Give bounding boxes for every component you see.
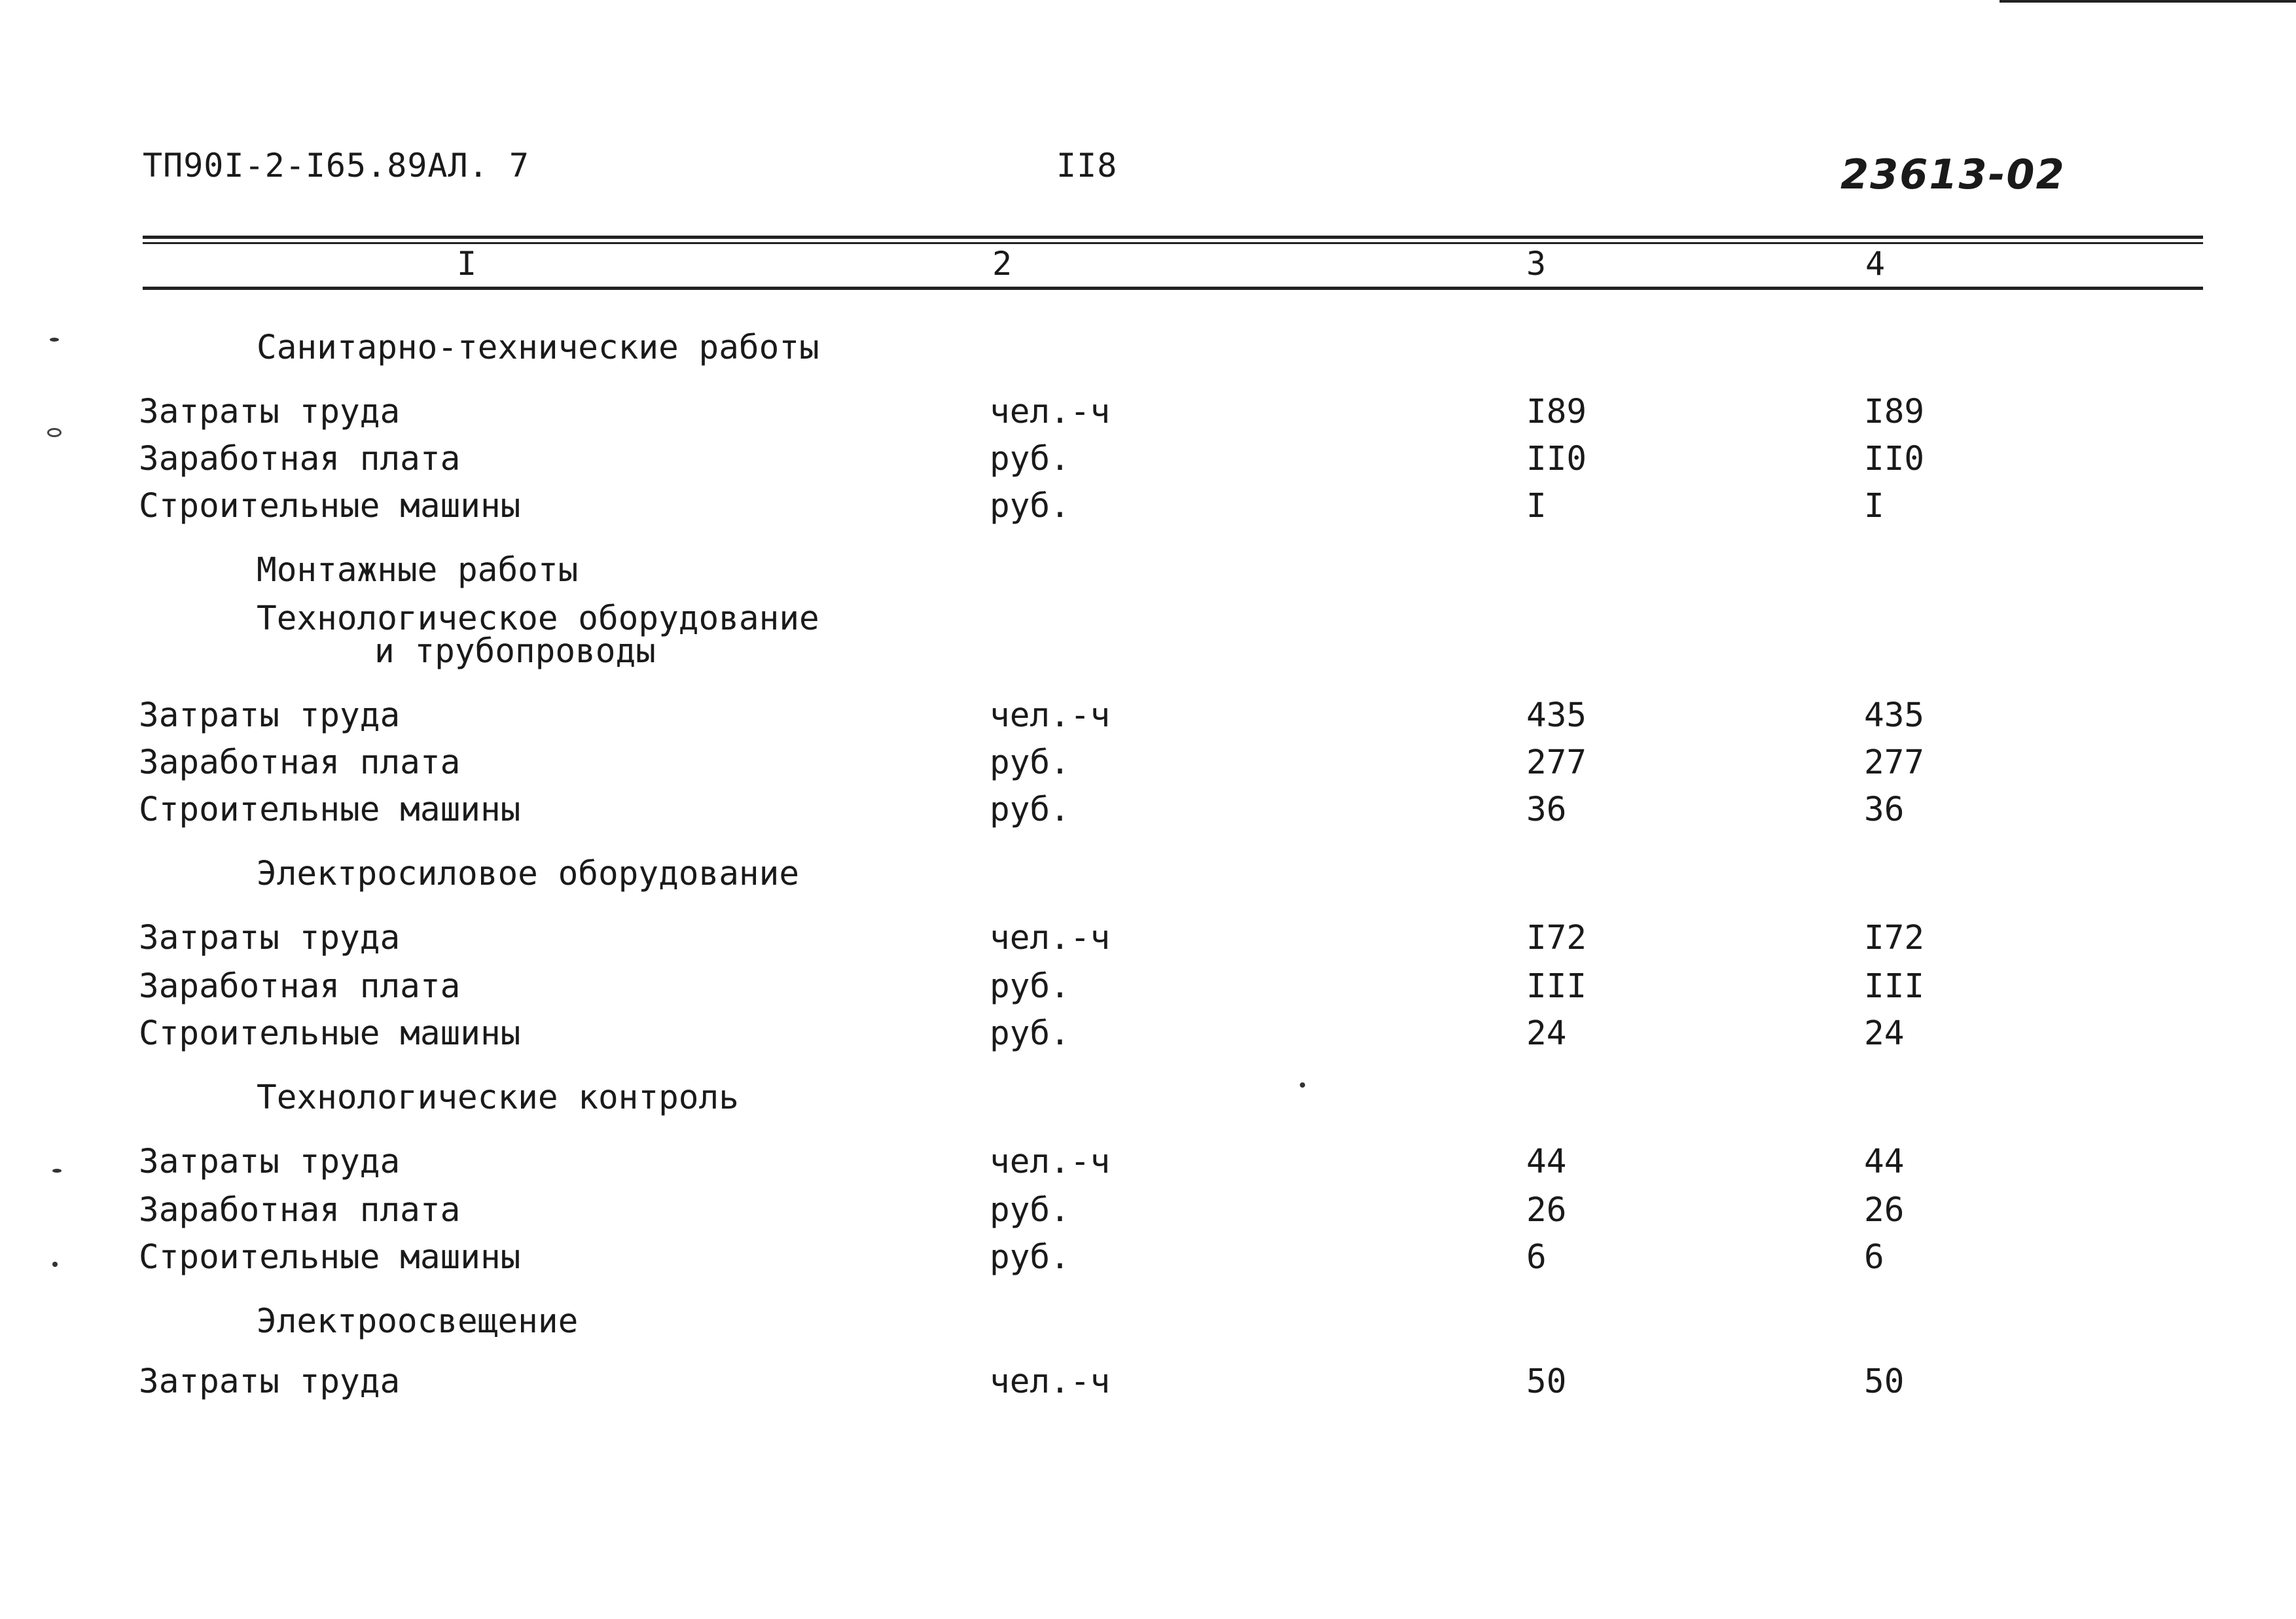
row-unit: чел.-ч <box>990 1362 1111 1401</box>
row-name: Заработная плата <box>139 440 461 478</box>
section-title: Технологические контроль <box>257 1078 739 1117</box>
row-name: Строительные машины <box>139 791 521 829</box>
handwritten-stamp-number: 23613-02 <box>1840 151 2066 198</box>
row-value-col4: II0 <box>1864 440 1925 478</box>
row-value-col3: 26 <box>1526 1191 1567 1230</box>
row-unit: чел.-ч <box>990 393 1111 431</box>
row-value-col3: 6 <box>1526 1238 1547 1277</box>
row-value-col3: 50 <box>1526 1362 1567 1401</box>
section-title: Монтажные работы <box>257 551 579 590</box>
row-unit: руб. <box>990 487 1070 525</box>
row-value-col3: 44 <box>1526 1143 1567 1181</box>
row-name: Затраты труда <box>139 393 401 431</box>
row-unit: чел.-ч <box>990 919 1111 957</box>
column-number-2: 2 <box>992 245 1013 283</box>
row-unit: руб. <box>990 743 1070 782</box>
row-name: Заработная плата <box>139 967 461 1006</box>
row-unit: руб. <box>990 967 1070 1006</box>
row-name: Заработная плата <box>139 743 461 782</box>
row-value-col3: III <box>1526 967 1587 1006</box>
row-name: Заработная плата <box>139 1191 461 1230</box>
row-value-col3: 435 <box>1526 696 1587 735</box>
row-unit: руб. <box>990 1238 1070 1277</box>
scan-speck <box>52 1262 58 1267</box>
row-name: Затраты труда <box>139 919 401 957</box>
row-value-col3: 277 <box>1526 743 1587 782</box>
row-name: Строительные машины <box>139 487 521 525</box>
row-value-col3: II0 <box>1526 440 1587 478</box>
scan-speck <box>52 1169 62 1173</box>
row-value-col4: 36 <box>1864 791 1905 829</box>
row-value-col4: 435 <box>1864 696 1925 735</box>
section-title: Электросиловое оборудование <box>257 855 800 893</box>
table-top-rule-inner <box>143 242 2203 244</box>
row-value-col3: I <box>1526 487 1547 525</box>
row-name: Затраты труда <box>139 696 401 735</box>
column-number-1: I <box>457 245 477 283</box>
top-edge-rule <box>2000 0 2296 3</box>
column-number-3: 3 <box>1526 245 1547 283</box>
scan-speck <box>47 428 62 437</box>
row-name: Строительные машины <box>139 1238 521 1277</box>
row-unit: чел.-ч <box>990 1143 1111 1181</box>
row-name: Строительные машины <box>139 1014 521 1053</box>
row-value-col3: 36 <box>1526 791 1567 829</box>
row-unit: руб. <box>990 440 1070 478</box>
row-unit: руб. <box>990 791 1070 829</box>
row-value-col4: 277 <box>1864 743 1925 782</box>
row-value-col3: 24 <box>1526 1014 1567 1053</box>
column-header-rule <box>143 287 2203 290</box>
row-value-col4: 50 <box>1864 1362 1905 1401</box>
row-value-col4: 26 <box>1864 1191 1905 1230</box>
row-value-col4: I89 <box>1864 393 1925 431</box>
row-value-col4: III <box>1864 967 1925 1006</box>
row-value-col4: 6 <box>1864 1238 1884 1277</box>
section-subtitle-continued: и трубопроводы <box>374 632 656 671</box>
row-value-col4: I72 <box>1864 919 1925 957</box>
row-unit: чел.-ч <box>990 696 1111 735</box>
row-name: Затраты труда <box>139 1362 401 1401</box>
scan-speck <box>50 338 59 342</box>
row-unit: руб. <box>990 1191 1070 1230</box>
section-subtitle: Технологическое оборудование <box>257 599 819 638</box>
column-number-4: 4 <box>1865 245 1886 283</box>
table-top-rule <box>143 236 2203 239</box>
scan-speck <box>1300 1082 1305 1088</box>
row-value-col4: 44 <box>1864 1143 1905 1181</box>
section-title: Электроосвещение <box>257 1302 579 1341</box>
document-code: ТП90I-2-I65.89АЛ. 7 <box>143 147 529 185</box>
page-number: II8 <box>1056 147 1118 185</box>
row-name: Затраты труда <box>139 1143 401 1181</box>
row-value-col4: I <box>1864 487 1884 525</box>
row-value-col3: I89 <box>1526 393 1587 431</box>
row-value-col3: I72 <box>1526 919 1587 957</box>
row-value-col4: 24 <box>1864 1014 1905 1053</box>
section-title: Санитарно-технические работы <box>257 329 819 367</box>
row-unit: руб. <box>990 1014 1070 1053</box>
